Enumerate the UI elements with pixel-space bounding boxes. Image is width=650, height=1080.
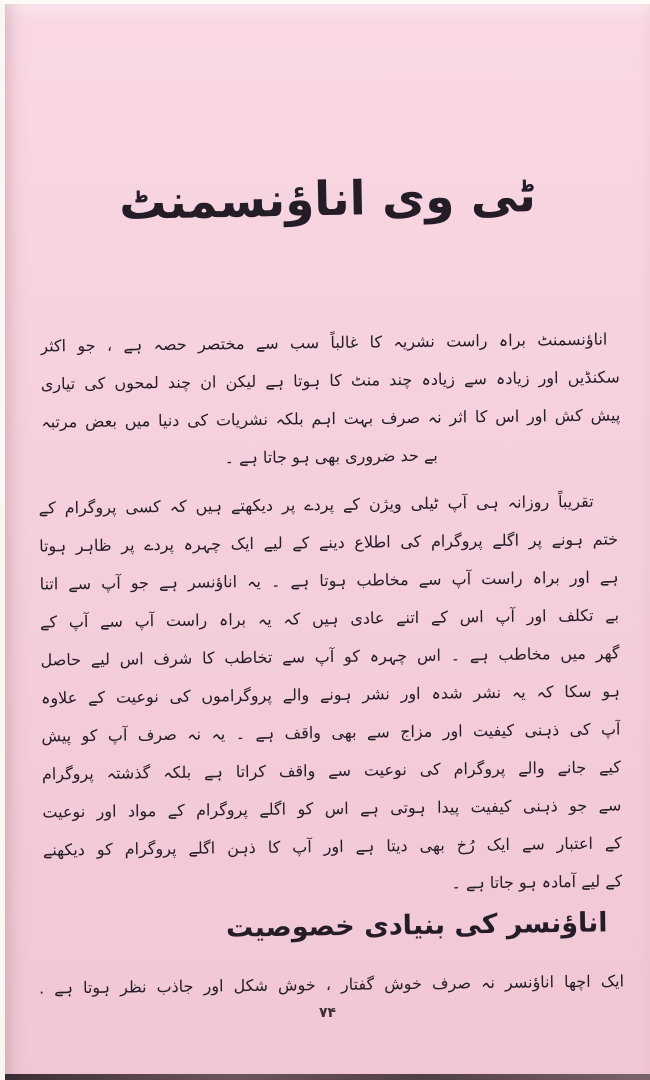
closing-text-line: ایک اچھا اناؤنسر نہ صرف خوش گفتار ، خوش شکل اور جاذب نظر ہوتا ہے . <box>38 971 625 998</box>
section-heading: اناؤنسر کی بنیادی خصوصیت <box>226 907 609 944</box>
scan-bottom-shadow <box>5 1074 650 1080</box>
page-number: ۷۴ <box>318 1005 337 1021</box>
body-text-line: سکنڈیں اور زیادہ سے زیادہ چند منٹ کا ہوتا ہے لیکن ان چند لمحوں کی تیاری <box>40 367 620 394</box>
paper-background <box>5 4 650 1080</box>
scan-left-edge <box>0 0 5 1080</box>
paragraph-2 <box>38 482 622 907</box>
body-text-line: ہو سکا کہ یہ نشر شدہ اور نشر ہونے والے پروگراموں کی نوعیت کے علاوہ <box>40 681 621 708</box>
body-text-line: کے اعتبار سے ایک رُخ بھی دیتا ہے اور آپ کا ذہن اگلے پروگرام کو دیکھنے <box>42 833 622 860</box>
body-text-line: تقریباً روزانہ ہی آپ ٹیلی ویژن کے پردے پر دیکھتے ہیں کہ کسی پروگرام کے <box>38 491 594 518</box>
body-text-line: بے حد ضروری بھی ہو جاتا ہے ۔ <box>224 445 438 468</box>
paragraph-1 <box>40 320 621 479</box>
body-text-line: ختم ہونے پر اگلے پروگرام کی اطلاع دینے کے لیے ایک چہرہ پردے پر ظاہر ہوتا <box>39 529 619 556</box>
page-title: ٹی وی اناؤنسمنٹ <box>118 168 537 231</box>
body-text-line: گھر میں مخاطب ہے ۔ اس چہرہ کو آپ سے تخاطب کا شرف اس لیے حاصل <box>40 643 620 670</box>
body-text-line: کے لیے آمادہ ہو جاتا ہے ۔ <box>451 871 623 893</box>
body-text-line: اناؤنسمنٹ براہ راست نشریہ کا غالباً سب سے مختصر حصہ ہے ، جو اکثر <box>40 329 608 356</box>
body-text-line: آپ کی ذہنی کیفیت اور مزاج سے بھی واقف ہے ۔ یہ نہ صرف آپ کو پیش <box>41 719 621 746</box>
body-text-line: کیے جانے والے پروگرام کی نوعیت سے واقف کراتا ہے بلکہ گذشتہ پروگرام <box>41 757 622 784</box>
body-text-line: سے جو ذہنی کیفیت پیدا ہوتی ہے اس کو اگلے پروگرام کے مواد اور نوعیت <box>42 795 622 822</box>
body-text-line: ہے اور براہ راست آپ سے مخاطب ہوتا ہے ۔ یہ اناؤنسر ہے جو آپ سے اتنا <box>39 567 619 594</box>
body-text-line: بے تکلف اور آپ اس کے اتنے عادی ہیں کہ یہ براہ راست آپ سے آپ کے <box>39 605 620 632</box>
body-text-line: پیش کش اور اس کا اثر نہ صرف بہت اہم بلکہ نشریات کی دنیا میں بعض مرتبہ <box>41 405 621 432</box>
